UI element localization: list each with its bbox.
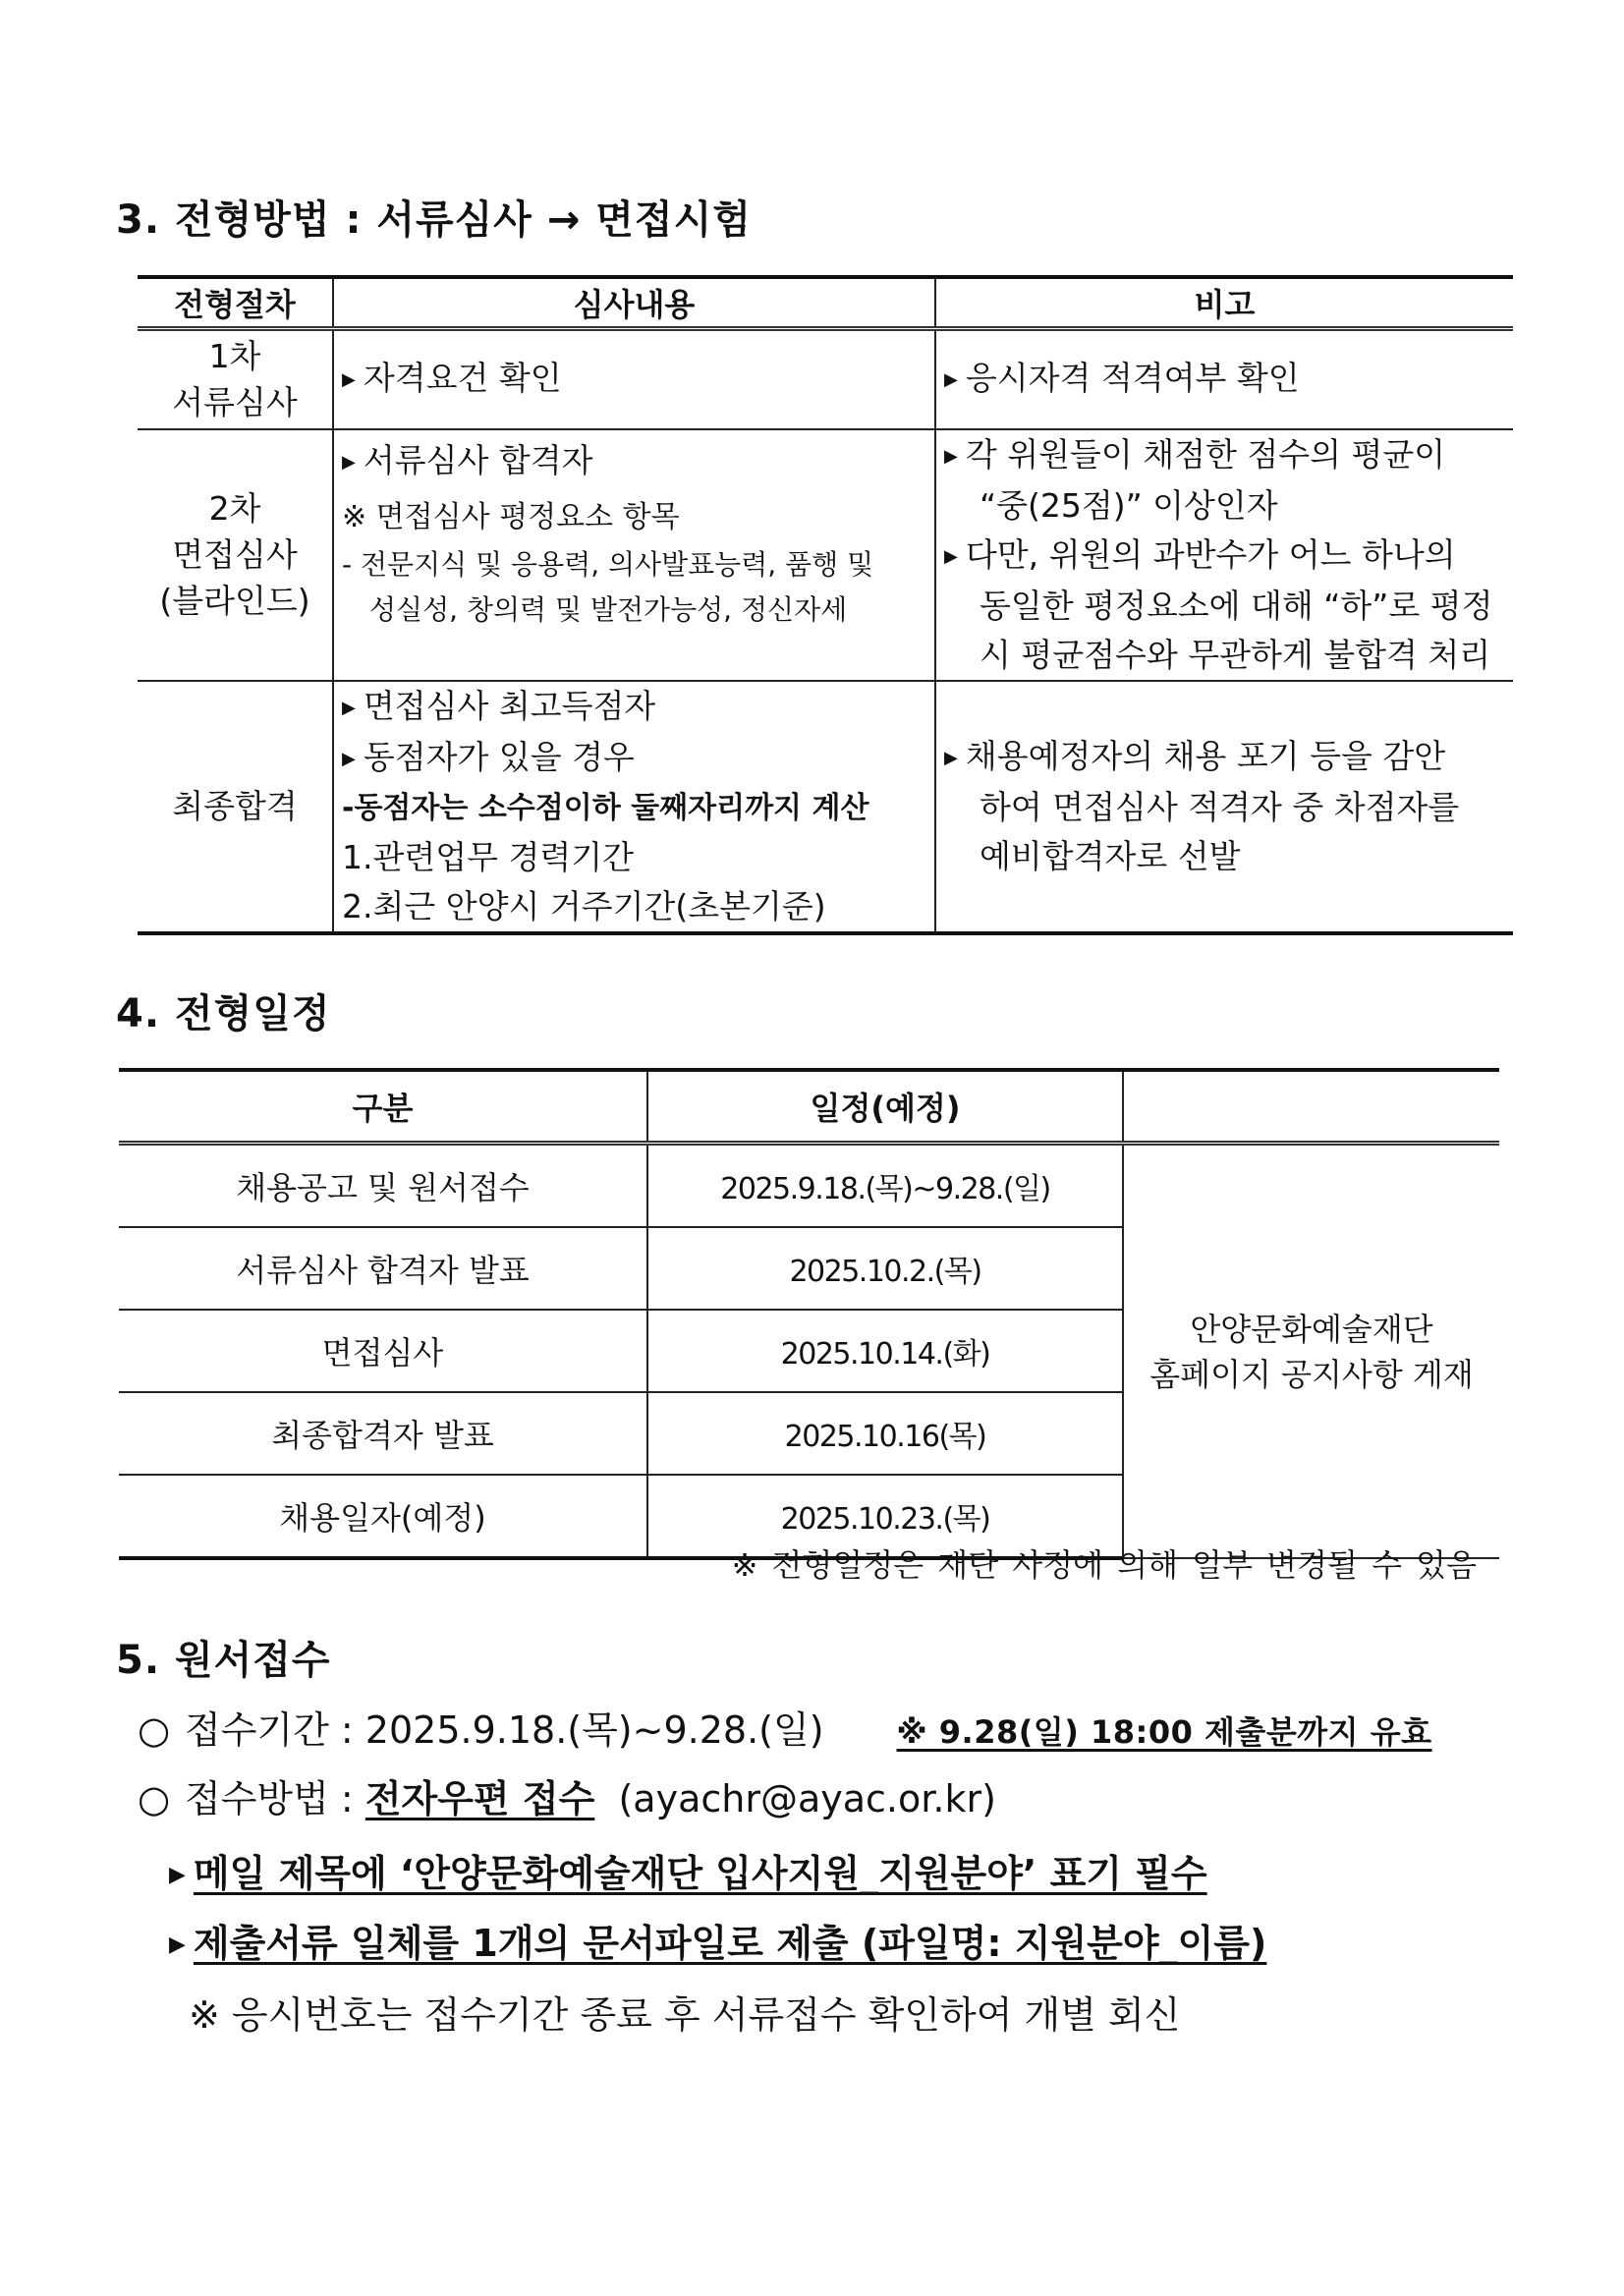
schedule-item: 채용공고 및 원서접수 (119, 1144, 647, 1228)
notice-text: 안양문화예술재단 (1190, 1310, 1433, 1348)
stage-cell (138, 329, 333, 429)
stage-label: 최종합격 (172, 787, 298, 825)
content-cell (333, 429, 935, 681)
remark-text: 예비합격자로 선발 (980, 836, 1241, 875)
table-row (119, 1144, 1499, 1228)
evaluation-note: ※ 면접심사 평정요소 항목 (342, 499, 680, 534)
stage-label: 면접심사 (172, 535, 298, 574)
remark-text: 하여 면접심사 적격자 중 차점자를 (980, 787, 1460, 826)
section-5-heading: 5. 원서접수 (116, 1638, 331, 1683)
schedule-item: 서류심사 합격자 발표 (119, 1227, 647, 1310)
remark-text: 시 평균점수와 무관하게 불합격 처리 (980, 635, 1491, 674)
table-header-row (138, 277, 1513, 329)
remark-text: 채용예정자의 채용 포기 등을 감안 (965, 736, 1446, 775)
bullet-triangle-icon: ▶ (944, 369, 958, 391)
header-content: 심사내용 (333, 277, 935, 329)
schedule-table (119, 1068, 1499, 1560)
schedule-date: 2025.10.2.(목) (647, 1227, 1123, 1310)
evaluation-item: 성실성, 창의력 및 발전가능성, 정신자세 (369, 592, 848, 626)
schedule-item: 면접심사 (119, 1310, 647, 1392)
bullet-triangle-icon: ▶ (342, 697, 356, 718)
section-4-heading: 4. 전형일정 (116, 991, 331, 1036)
table-row (138, 329, 1513, 429)
section-3-heading: 3. 전형방법 : 서류심사 → 면접시험 (116, 197, 752, 243)
tie-rule-text: -동점자는 소수점이하 둘째자리까지 계산 (342, 790, 869, 825)
bullet-triangle-icon: ▶ (944, 445, 958, 467)
bullet-triangle-icon: ▶ (944, 747, 958, 768)
schedule-date: 2025.10.14.(화) (647, 1310, 1123, 1392)
stage-label: 1차 (208, 337, 261, 376)
notice-text: 홈페이지 공지사항 게재 (1149, 1355, 1474, 1393)
schedule-date: 2025.10.23.(목) (647, 1475, 1123, 1558)
remark-cell (935, 681, 1513, 933)
content-text: 동점자가 있을 경우 (363, 737, 635, 776)
bullet-triangle-icon: ▶ (342, 748, 356, 769)
schedule-date: 2025.10.16(목) (647, 1392, 1123, 1475)
rule-text: 메일 제목에 ‘안양문화예술재단 입사지원_지원분야’ 표기 필수 (193, 1852, 1207, 1895)
method-value: 전자우편 접수 (364, 1777, 595, 1820)
table-row (138, 681, 1513, 933)
bullet-triangle-icon: ▶ (342, 451, 356, 473)
header-remark: 비고 (935, 277, 1513, 329)
remark-cell (935, 429, 1513, 681)
reply-note: ※ 응시번호는 접수기간 종료 후 서류접수 확인하여 개별 회신 (189, 1993, 1181, 2037)
schedule-item: 채용일자(예정) (119, 1475, 647, 1558)
schedule-change-note: ※ 전형일정은 재단 사정에 의해 일부 변경될 수 있음 (731, 1546, 1477, 1584)
period-text: 접수기간 : 2025.9.18.(목)~9.28.(일) (185, 1708, 824, 1752)
bullet-triangle-icon: ▶ (169, 1863, 186, 1887)
content-cell (333, 681, 935, 933)
content-text: 서류심사 합격자 (363, 440, 593, 479)
stage-label: 서류심사 (172, 383, 298, 422)
schedule-date: 2025.9.18.(목)~9.28.(일) (647, 1144, 1123, 1228)
header-blank (1123, 1070, 1499, 1144)
content-text: 면접심사 최고득점자 (363, 686, 656, 725)
schedule-item: 최종합격자 발표 (119, 1392, 647, 1475)
evaluation-item: - 전문지식 및 응용력, 의사발표능력, 품행 및 (342, 547, 874, 581)
tie-criterion: 1.관련업무 경력기간 (342, 837, 634, 876)
method-label: 접수방법 : (185, 1777, 354, 1820)
selection-method-table (138, 275, 1513, 935)
file-submission-rule (169, 1913, 1266, 1967)
header-category: 구분 (119, 1070, 647, 1144)
circle-bullet-icon: ○ (138, 1777, 171, 1820)
remark-text: 응시자격 적격여부 확인 (965, 359, 1300, 398)
application-period-line (138, 1700, 1432, 1754)
remark-text: 동일한 평정요소에 대해 “하”로 평정 (980, 586, 1493, 625)
content-cell (333, 329, 935, 429)
remark-cell (935, 329, 1513, 429)
stage-label: (블라인드) (159, 582, 310, 620)
rule-text: 제출서류 일체를 1개의 문서파일로 제출 (파일명: 지원분야_이름) (193, 1922, 1267, 1965)
stage-cell (138, 681, 333, 933)
email-address: (ayachr@ayac.or.kr) (618, 1777, 996, 1820)
table-header-row (119, 1070, 1499, 1144)
header-stage: 전형절차 (138, 277, 333, 329)
bullet-triangle-icon: ▶ (342, 369, 356, 391)
header-schedule: 일정(예정) (647, 1070, 1123, 1144)
tie-criterion: 2.최근 안양시 거주기간(초본기준) (342, 886, 826, 925)
notice-cell (1123, 1144, 1499, 1559)
deadline-note: ※ 9.28(일) 18:00 제출분까지 유효 (896, 1713, 1432, 1751)
remark-text: “중(25점)” 이상인자 (980, 485, 1278, 525)
circle-bullet-icon: ○ (138, 1708, 171, 1752)
remark-text: 다만, 위원의 과반수가 어느 하나의 (965, 534, 1456, 574)
content-text: 자격요건 확인 (363, 359, 562, 398)
remark-text: 각 위원들이 채점한 점수의 평균이 (965, 434, 1446, 474)
bullet-triangle-icon: ▶ (169, 1932, 186, 1957)
application-method-line (138, 1768, 996, 1822)
bullet-triangle-icon: ▶ (944, 545, 958, 567)
stage-label: 2차 (208, 489, 261, 528)
table-row (138, 429, 1513, 681)
stage-cell (138, 429, 333, 681)
mail-subject-rule (169, 1843, 1207, 1897)
